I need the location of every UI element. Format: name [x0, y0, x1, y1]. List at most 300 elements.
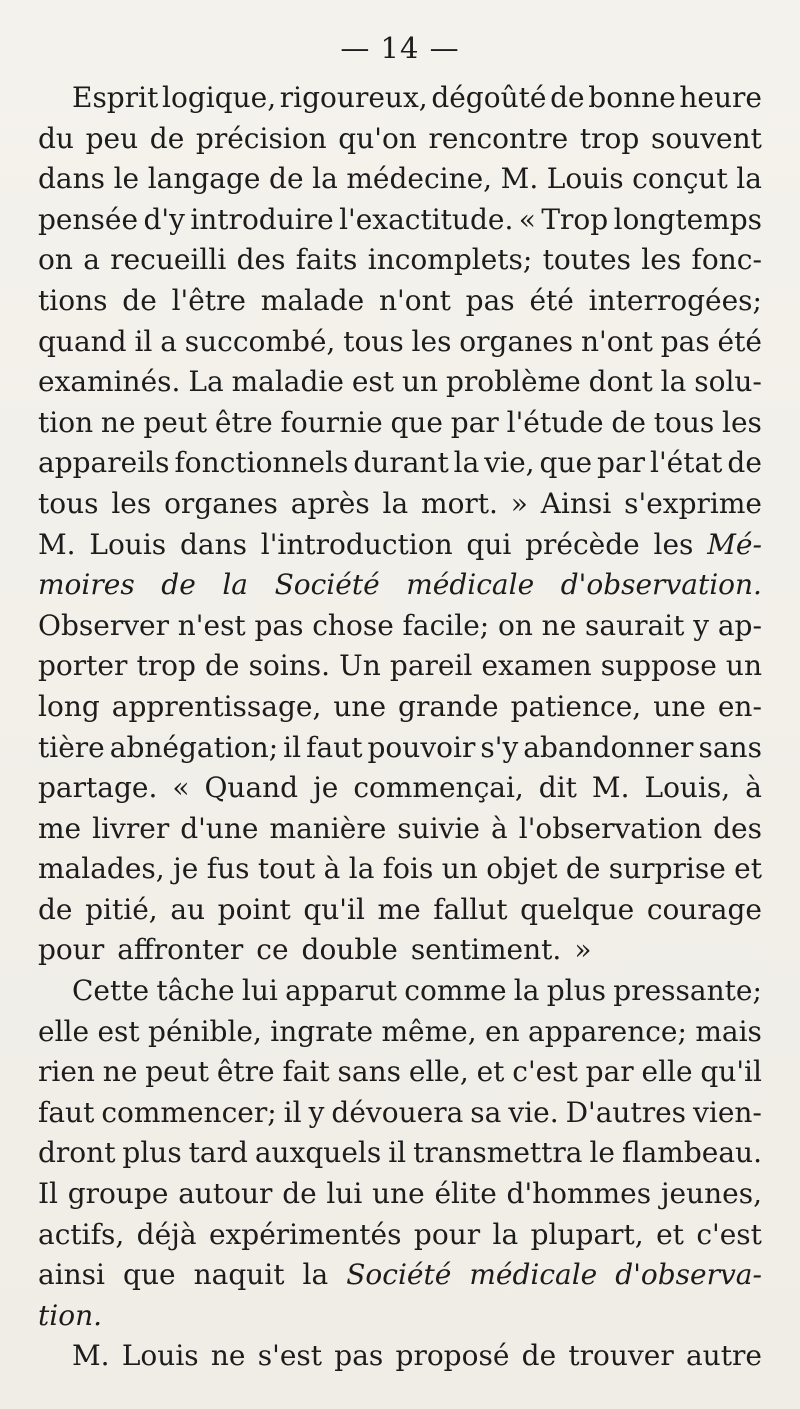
- word: tion.: [38, 1298, 102, 1332]
- word: examen: [481, 649, 592, 683]
- word: dans: [179, 527, 247, 561]
- word: conçut: [632, 162, 728, 196]
- word: dégoûté: [431, 81, 547, 114]
- word: abandonner: [523, 730, 694, 764]
- word: une: [653, 689, 706, 723]
- word: fournie: [280, 405, 383, 439]
- word: été: [717, 324, 762, 358]
- word: solu-: [694, 365, 762, 399]
- word: transmettra: [413, 1136, 583, 1170]
- word: n'ont: [580, 324, 653, 358]
- word: commencer;: [101, 1095, 277, 1129]
- word: logique,: [162, 81, 277, 114]
- word: fonctionnels: [174, 446, 349, 480]
- word: est: [97, 1014, 140, 1048]
- word: d'observa-: [615, 1258, 762, 1292]
- word: de: [727, 446, 762, 480]
- word: il: [283, 730, 302, 764]
- word: »: [510, 486, 528, 520]
- word: il: [134, 324, 153, 358]
- word: trouver: [568, 1339, 674, 1373]
- text-line: [38, 1052, 762, 1093]
- word: rigoureux,: [279, 81, 428, 114]
- word: Société: [274, 568, 380, 602]
- word: moires: [38, 568, 135, 602]
- word: de: [611, 405, 646, 439]
- word: objet: [486, 852, 558, 886]
- word: je: [173, 852, 199, 886]
- word: me: [377, 892, 421, 926]
- word: a: [160, 324, 177, 358]
- word: pour: [413, 1217, 481, 1251]
- word: maladie: [231, 365, 344, 399]
- word: d'hommes: [506, 1177, 652, 1211]
- word: de: [204, 649, 240, 683]
- word: pareil: [389, 649, 473, 683]
- word: tous: [38, 486, 99, 520]
- word: Trop: [541, 202, 609, 236]
- word: fonc-: [691, 243, 762, 277]
- text-line: [38, 1174, 762, 1215]
- word: durant: [353, 446, 449, 480]
- word: par: [597, 446, 646, 480]
- word: lui: [326, 1177, 363, 1211]
- text-line: [38, 809, 762, 850]
- word: l'observation: [518, 811, 703, 845]
- word: élite: [434, 1177, 497, 1211]
- word: s'exprime: [624, 486, 762, 520]
- word: abnégation;: [109, 730, 279, 764]
- text-line: [38, 890, 762, 931]
- word: actifs,: [38, 1217, 125, 1251]
- word: courage: [646, 892, 762, 926]
- word: ce: [256, 933, 289, 967]
- word: interrogées;: [588, 283, 762, 317]
- word: en-: [717, 689, 762, 723]
- word: ne: [100, 405, 136, 439]
- word: saurait: [585, 608, 685, 642]
- word: précède: [525, 527, 640, 561]
- word: fallut: [433, 892, 508, 926]
- word: tout: [257, 852, 316, 886]
- word: d'une: [180, 811, 259, 845]
- text-line: [38, 200, 762, 241]
- word: pensée: [38, 202, 139, 236]
- word: pitié,: [85, 892, 158, 926]
- word: apparence;: [528, 1014, 687, 1048]
- word: vien-: [693, 1095, 762, 1129]
- word: de: [149, 121, 185, 155]
- word: pénible,: [148, 1014, 262, 1048]
- word: plus: [546, 974, 607, 1008]
- word: le: [113, 162, 140, 196]
- word: a: [83, 243, 100, 277]
- word: expérimentés: [208, 1217, 402, 1251]
- word: la: [660, 365, 687, 399]
- word: Mé-: [707, 527, 762, 561]
- word: il: [283, 1095, 302, 1129]
- word: les: [111, 486, 152, 520]
- word: soins.: [248, 649, 331, 683]
- word: la: [302, 1258, 329, 1292]
- word: n'est: [177, 608, 246, 642]
- word: quelque: [520, 892, 635, 926]
- word: Il: [38, 1177, 59, 1211]
- word: trop: [136, 649, 196, 683]
- word: mort.: [421, 486, 498, 520]
- word: après: [290, 486, 370, 520]
- word: succombé,: [184, 324, 336, 358]
- word: D'autres: [565, 1095, 687, 1129]
- word: précision: [195, 121, 327, 155]
- word: de: [269, 162, 304, 196]
- word: dans: [38, 162, 106, 196]
- word: Quand: [204, 771, 299, 805]
- word: la: [453, 446, 480, 480]
- word: d'observation.: [560, 568, 762, 602]
- text-line: [38, 281, 762, 322]
- word: «: [518, 202, 536, 236]
- word: la: [312, 162, 338, 196]
- word: autour: [178, 1177, 273, 1211]
- word: de: [565, 852, 601, 886]
- word: Société: [346, 1258, 452, 1292]
- text-line: [38, 687, 762, 728]
- word: tière: [38, 730, 105, 764]
- word: rien: [38, 1055, 95, 1089]
- word: les: [411, 324, 452, 358]
- word: quand: [38, 324, 127, 358]
- word: plupart,: [530, 1217, 644, 1251]
- word: peut: [143, 405, 208, 439]
- text-line: [38, 1012, 762, 1053]
- word: la: [736, 162, 762, 196]
- word: patience,: [510, 689, 642, 723]
- word: ap-: [717, 608, 762, 642]
- word: des: [236, 243, 286, 277]
- word: Observer: [38, 608, 169, 642]
- word: malade: [260, 283, 365, 317]
- word: tion: [38, 405, 94, 439]
- word: s'est: [257, 1339, 323, 1373]
- word: malades,: [38, 852, 165, 886]
- word: être: [216, 1055, 275, 1089]
- word: sa: [470, 1095, 502, 1129]
- word: les: [641, 243, 682, 277]
- word: ingrate: [270, 1014, 374, 1048]
- word: tous: [343, 324, 404, 358]
- word: organes: [164, 486, 278, 520]
- word: de: [122, 283, 157, 317]
- word: M.: [38, 527, 76, 561]
- text-line: [38, 1215, 762, 1256]
- text-line: [38, 728, 762, 769]
- word: surprise: [608, 852, 726, 886]
- word: pouvoir: [367, 730, 476, 764]
- word: pour: [38, 933, 105, 967]
- word: Louis,: [644, 771, 731, 805]
- word: faut: [306, 730, 363, 764]
- word: on: [38, 243, 73, 277]
- word: dont: [588, 365, 653, 399]
- word: d'y: [143, 202, 185, 236]
- word: elle,: [408, 1055, 469, 1089]
- word: en: [485, 1014, 520, 1048]
- word: il: [388, 1136, 407, 1170]
- word: à: [323, 852, 341, 886]
- word: de: [550, 81, 585, 114]
- word: examinés.: [38, 365, 181, 399]
- word: peut: [145, 1055, 209, 1089]
- word: Un: [339, 649, 381, 683]
- word: plus: [122, 1136, 182, 1170]
- text-line: [38, 971, 762, 1012]
- word: un: [441, 852, 478, 886]
- word: organes: [459, 324, 574, 358]
- word: langage: [147, 162, 261, 196]
- word: les: [722, 405, 762, 439]
- word: introduire: [190, 202, 334, 236]
- word: est: [351, 365, 395, 399]
- word: elle: [38, 1014, 90, 1048]
- page-number: — 14 —: [340, 31, 460, 65]
- text-line: [38, 1296, 762, 1337]
- word: heure: [679, 81, 762, 114]
- word: vie.: [508, 1095, 559, 1129]
- word: chose: [312, 608, 394, 642]
- word: dit: [538, 771, 577, 805]
- word: la: [348, 852, 375, 886]
- text-line: [38, 930, 762, 971]
- word: un: [401, 365, 439, 399]
- text-line: [38, 849, 762, 890]
- word: longtemps: [613, 202, 762, 236]
- word: déjà: [136, 1217, 197, 1251]
- word: médicale: [469, 1258, 598, 1292]
- word: manière: [269, 811, 387, 845]
- word: qu'on: [338, 121, 417, 155]
- text-line: [38, 1255, 762, 1296]
- word: tous: [653, 405, 715, 439]
- word: les: [653, 527, 694, 561]
- word: et: [476, 1055, 505, 1089]
- word: médicale: [406, 568, 535, 602]
- word: grande: [398, 689, 499, 723]
- text-line: [38, 362, 762, 403]
- word: pas: [465, 283, 515, 317]
- word: «: [172, 771, 190, 805]
- word: la: [513, 974, 540, 1008]
- word: que: [539, 446, 593, 480]
- word: que: [123, 1258, 176, 1292]
- word: souvent: [650, 121, 762, 155]
- word: ne: [541, 608, 577, 642]
- word: qu'il: [700, 1055, 762, 1089]
- word: pas: [254, 608, 304, 642]
- word: long: [38, 689, 100, 723]
- word: s'y: [480, 730, 519, 764]
- text-line: [38, 1133, 762, 1174]
- word: Louis: [89, 527, 167, 561]
- text-line: [38, 606, 762, 647]
- word: M.: [500, 162, 539, 196]
- text-line: [38, 119, 762, 160]
- word: autre: [685, 1339, 762, 1373]
- word: apparut: [285, 974, 398, 1008]
- word: appareils: [38, 446, 170, 480]
- word: être: [214, 405, 273, 439]
- word: de: [161, 568, 196, 602]
- text-line: [38, 565, 762, 606]
- word: l'être: [171, 283, 246, 317]
- word: tard: [188, 1136, 248, 1170]
- word: du: [38, 121, 74, 155]
- word: vie,: [484, 446, 535, 480]
- word: porter: [38, 649, 128, 683]
- word: mais: [695, 1014, 762, 1048]
- word: et: [656, 1217, 684, 1251]
- word: »: [574, 933, 592, 967]
- word: par: [450, 405, 499, 439]
- word: comme: [404, 974, 507, 1008]
- word: elle: [641, 1055, 693, 1089]
- word: l'introduction: [260, 527, 453, 561]
- word: M.: [72, 1339, 110, 1373]
- text-line: [38, 78, 762, 119]
- word: double: [301, 933, 398, 967]
- word: au: [170, 892, 206, 926]
- word: livrer: [92, 811, 170, 845]
- word: de: [282, 1177, 317, 1211]
- word: la: [382, 486, 409, 520]
- word: y: [693, 608, 710, 642]
- word: je: [313, 771, 339, 805]
- word: été: [529, 283, 574, 317]
- text-line: [38, 322, 762, 363]
- word: sans: [698, 730, 762, 764]
- word: partage.: [38, 771, 158, 805]
- word: de: [38, 892, 73, 926]
- word: une: [333, 689, 387, 723]
- word: c'est: [512, 1055, 578, 1089]
- word: à: [491, 811, 508, 845]
- word: même,: [381, 1014, 477, 1048]
- word: incomplets;: [367, 243, 533, 277]
- text-line: [38, 768, 762, 809]
- word: proposé: [395, 1339, 510, 1373]
- word: me: [38, 811, 82, 845]
- word: lui: [241, 974, 278, 1008]
- word: fait: [282, 1055, 330, 1089]
- word: jeunes,: [660, 1177, 762, 1211]
- word: problème: [445, 365, 581, 399]
- word: affronter: [117, 933, 244, 967]
- word: une: [372, 1177, 425, 1211]
- word: ne: [102, 1055, 138, 1089]
- word: la: [222, 568, 248, 602]
- text-line: [38, 1093, 762, 1134]
- word: M.: [591, 771, 630, 805]
- word: sans: [337, 1055, 401, 1089]
- word: n'ont: [378, 283, 451, 317]
- word: la: [492, 1217, 519, 1251]
- word: sentiment.: [410, 933, 562, 967]
- text-line: [38, 525, 762, 566]
- word: on: [497, 608, 533, 642]
- word: l'étude: [506, 405, 604, 439]
- word: dévouera: [331, 1095, 464, 1129]
- word: c'est: [696, 1217, 762, 1251]
- word: Ainsi: [540, 486, 612, 520]
- word: l'état: [650, 446, 723, 480]
- word: Louis: [546, 162, 624, 196]
- word: flambeau.: [621, 1136, 762, 1170]
- text-line: [38, 159, 762, 200]
- word: dront: [38, 1136, 116, 1170]
- word: ainsi: [38, 1258, 106, 1292]
- word: bonne: [588, 81, 676, 114]
- word: trop: [579, 121, 640, 155]
- text-line: [38, 403, 762, 444]
- word: fois: [382, 852, 434, 886]
- word: des: [713, 811, 762, 845]
- word: apprentissage,: [111, 689, 322, 723]
- word: médecine,: [346, 162, 493, 196]
- text-line: [38, 1336, 762, 1377]
- word: le: [589, 1136, 615, 1170]
- body-text: [38, 78, 762, 1377]
- word: Cette: [72, 974, 150, 1008]
- word: La: [188, 365, 224, 399]
- word: faut: [38, 1095, 95, 1129]
- word: recueilli: [110, 243, 227, 277]
- word: facile;: [402, 608, 490, 642]
- text-line: [38, 443, 762, 484]
- word: de: [521, 1339, 557, 1373]
- text-line: [38, 240, 762, 281]
- word: et: [734, 852, 762, 886]
- word: rencontre: [428, 121, 569, 155]
- word: point: [217, 892, 291, 926]
- word: commençai,: [353, 771, 524, 805]
- text-line: [38, 484, 762, 525]
- word: naquit: [193, 1258, 285, 1292]
- word: tâche: [156, 974, 235, 1008]
- word: pas: [660, 324, 710, 358]
- word: Esprit: [72, 81, 159, 114]
- word: y: [308, 1095, 325, 1129]
- word: suivie: [397, 811, 480, 845]
- word: pas: [334, 1339, 384, 1373]
- word: Louis: [121, 1339, 199, 1373]
- word: que: [390, 405, 443, 439]
- word: faits: [295, 243, 358, 277]
- text-line: [38, 646, 762, 687]
- word: qu'il: [303, 892, 365, 926]
- word: groupe: [67, 1177, 169, 1211]
- word: ne: [210, 1339, 246, 1373]
- word: toutes: [542, 243, 631, 277]
- word: pressante;: [613, 974, 762, 1008]
- word: à: [745, 771, 762, 805]
- word: tions: [38, 283, 108, 317]
- word: auxquels: [254, 1136, 382, 1170]
- word: fus: [206, 852, 250, 886]
- word: suppose: [600, 649, 717, 683]
- word: l'exactitude.: [339, 202, 514, 236]
- word: un: [725, 649, 762, 683]
- word: qui: [466, 527, 512, 561]
